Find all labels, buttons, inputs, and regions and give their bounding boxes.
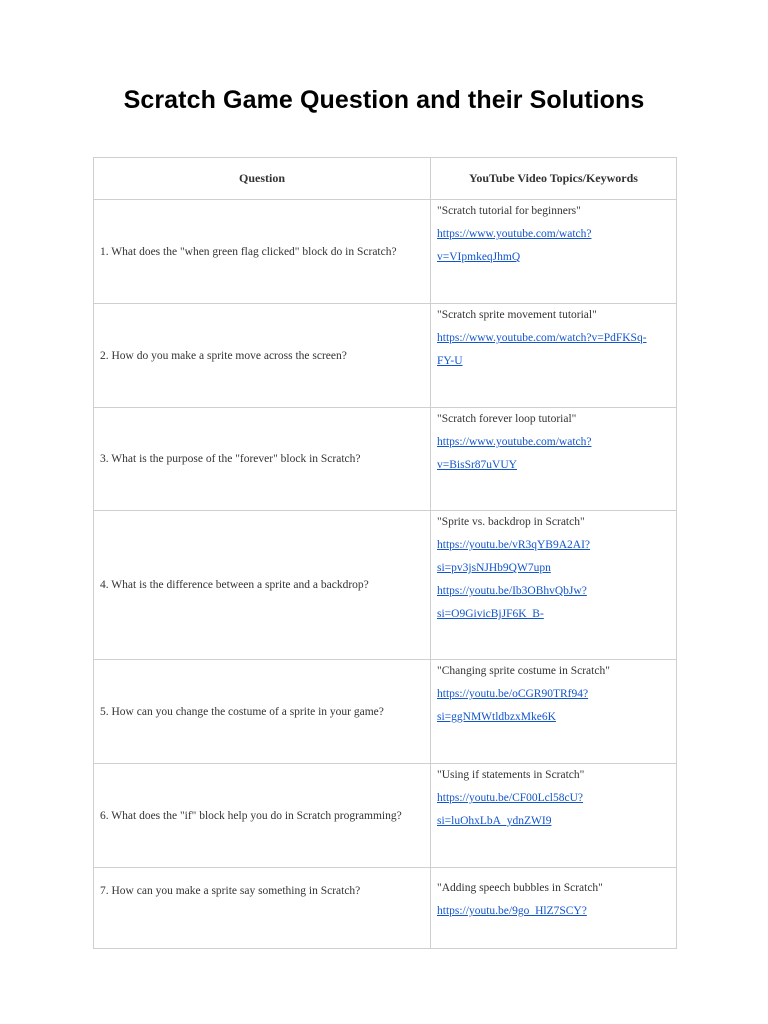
table-row	[94, 304, 677, 408]
table-row	[94, 408, 677, 511]
answer-cell	[431, 511, 677, 660]
video-link[interactable]: si=ggNMWtldbzxMke6K	[437, 711, 556, 723]
keyword-text: "Changing sprite costume in Scratch"	[437, 665, 610, 677]
video-link[interactable]: FY-U	[437, 355, 463, 367]
video-link[interactable]: https://youtu.be/9go_HlZ7SCY?	[437, 905, 587, 917]
question-cell: 1. What does the "when green flag clicked" block do in Scratch?	[94, 200, 431, 304]
header-question: Question	[94, 158, 431, 200]
answer-cell	[431, 408, 677, 511]
keyword-text: "Using if statements in Scratch"	[437, 769, 585, 781]
keyword-text: "Adding speech bubbles in Scratch"	[437, 882, 603, 894]
question-cell: 2. How do you make a sprite move across the screen?	[94, 304, 431, 408]
table-row	[94, 511, 677, 660]
video-link[interactable]: https://www.youtube.com/watch?	[437, 436, 592, 448]
answer-cell	[431, 304, 677, 408]
question-cell: 6. What does the "if" block help you do in Scratch programming?	[94, 764, 431, 868]
qa-table	[93, 157, 677, 949]
table-row	[94, 660, 677, 764]
keyword-text: "Scratch forever loop tutorial"	[437, 413, 577, 425]
video-link[interactable]: https://youtu.be/Ib3OBhvQbJw?	[437, 585, 587, 597]
video-link[interactable]: https://youtu.be/vR3qYB9A2AI?	[437, 539, 591, 551]
answer-cell	[431, 200, 677, 304]
table-row	[94, 764, 677, 868]
video-link[interactable]: si=O9GivicBjJF6K_B-	[437, 608, 544, 620]
question-cell: 4. What is the difference between a sprite and a backdrop?	[94, 511, 431, 660]
answer-cell	[431, 764, 677, 868]
video-link[interactable]: https://www.youtube.com/watch?v=PdFKSq-	[437, 332, 647, 344]
keyword-text: "Scratch sprite movement tutorial"	[437, 309, 597, 321]
answer-cell	[431, 660, 677, 764]
table-row	[94, 200, 677, 304]
video-link[interactable]: si=pv3jsNJHb9QW7upn	[437, 562, 551, 574]
table-header-row	[94, 158, 677, 200]
answer-cell	[431, 868, 677, 949]
header-keywords: YouTube Video Topics/Keywords	[431, 158, 677, 200]
keyword-text: "Scratch tutorial for beginners"	[437, 205, 581, 217]
document-title: Scratch Game Question and their Solutions	[123, 86, 645, 114]
video-link[interactable]: v=VIpmkeqJhmQ	[437, 251, 521, 263]
video-link[interactable]: si=luOhxLbA_ydnZWI9	[437, 815, 552, 827]
keyword-text: "Sprite vs. backdrop in Scratch"	[437, 516, 585, 528]
question-cell: 7. How can you make a sprite say something in Scratch?	[94, 868, 431, 949]
question-cell: 5. How can you change the costume of a sprite in your game?	[94, 660, 431, 764]
video-link[interactable]: https://youtu.be/oCGR90TRf94?	[437, 688, 589, 700]
table-row	[94, 868, 677, 949]
video-link[interactable]: v=BisSr87uVUY	[437, 459, 517, 471]
video-link[interactable]: https://youtu.be/CF00Lcl58cU?	[437, 792, 583, 804]
question-cell: 3. What is the purpose of the "forever" block in Scratch?	[94, 408, 431, 511]
video-link[interactable]: https://www.youtube.com/watch?	[437, 228, 592, 240]
